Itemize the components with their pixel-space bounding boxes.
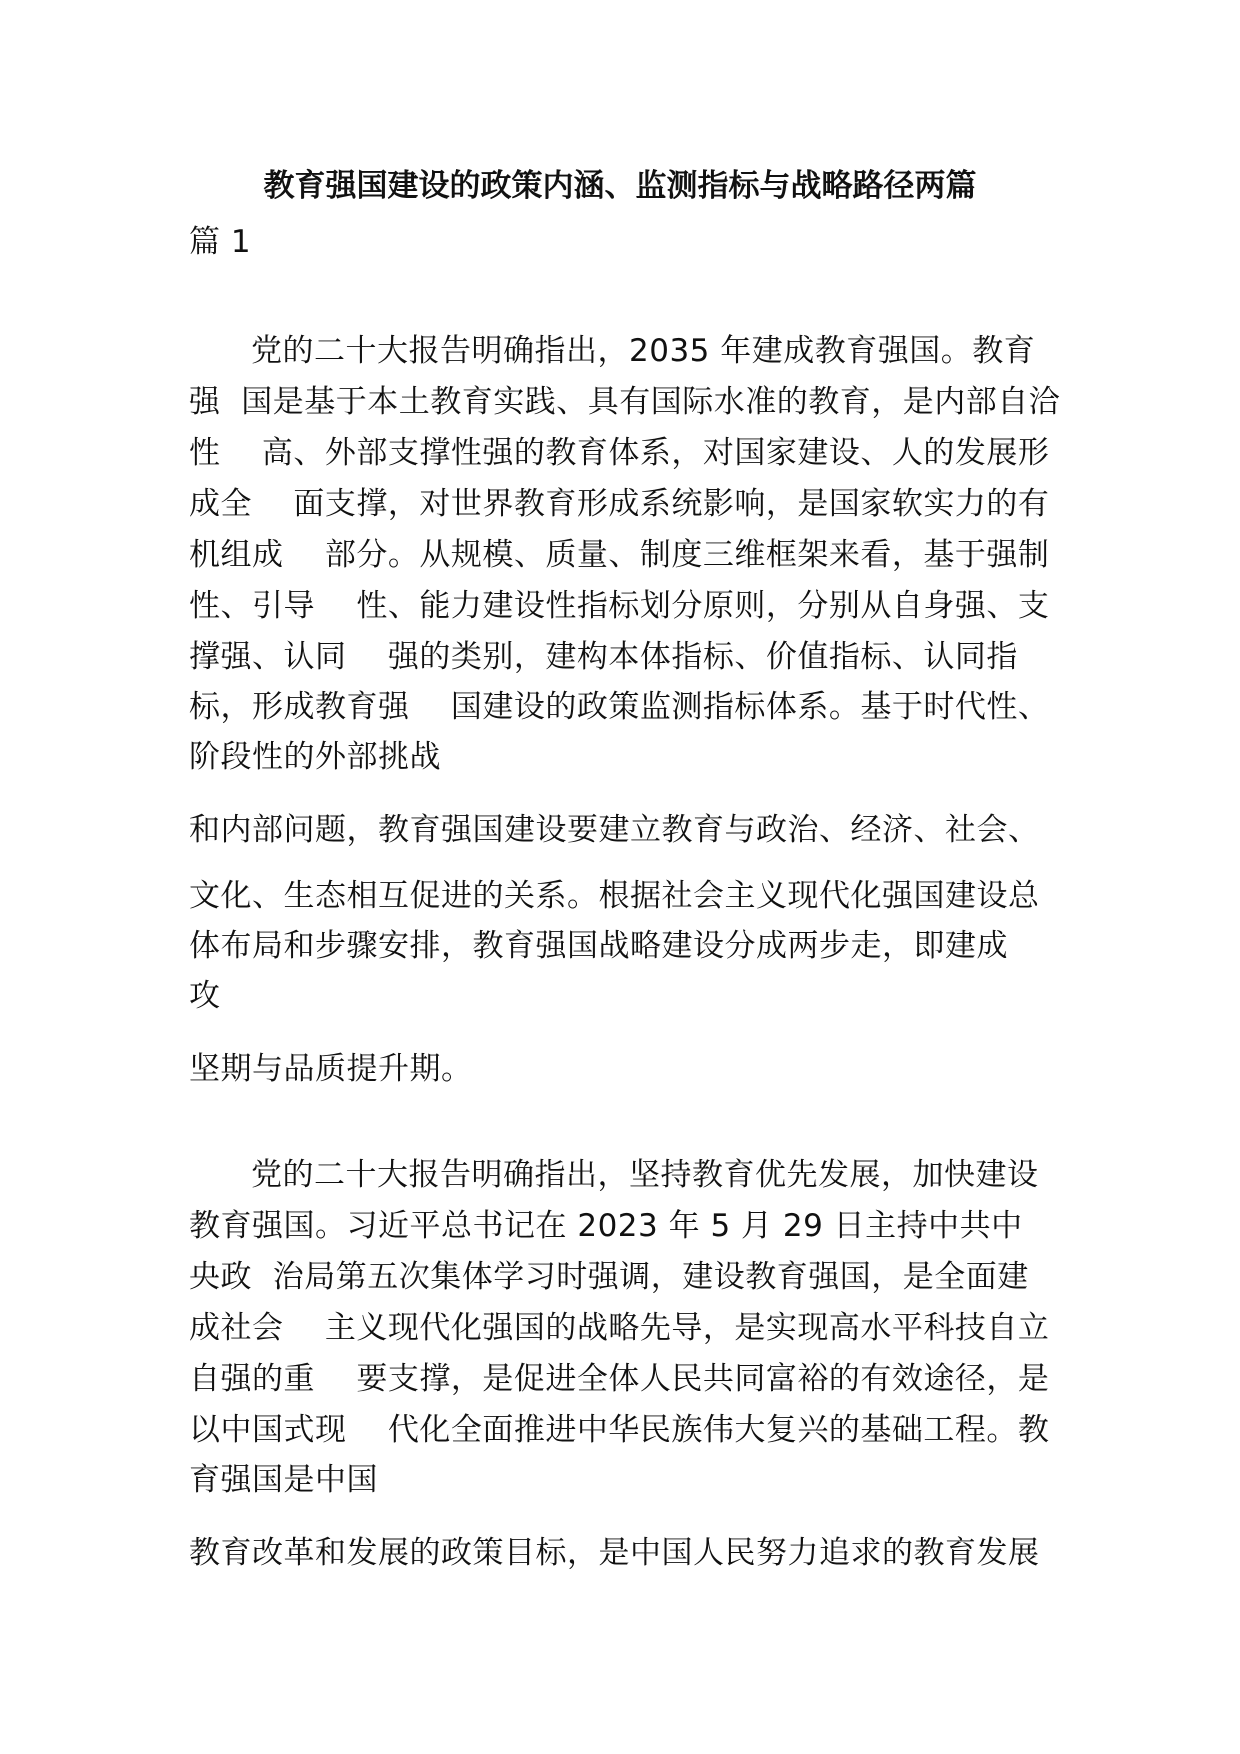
paragraph-line: 和内部问题，教育强国建设要建立教育与政治、经济、社会、 (189, 812, 1040, 848)
paragraph-line: 性、引导 性、能力建设性指标划分原则，分别从自身强、支 (189, 588, 1050, 624)
paragraph-line: 央政 治局第五次集体学习时强调，建设教育强国，是全面建 (189, 1259, 1029, 1295)
paragraph-line: 成社会 主义现代化强国的战略先导，是实现高水平科技自立 (189, 1310, 1050, 1346)
paragraph-line: 标，形成教育强 国建设的政策监测指标体系。基于时代性、 (189, 689, 1050, 725)
paragraph-line: 育强国是中国 (189, 1462, 378, 1498)
paragraph-line: 自强的重 要支撑，是促进全体人民共同富裕的有效途径，是 (189, 1361, 1050, 1397)
paragraph-line: 文化、生态相互促进的关系。根据社会主义现代化强国建设总 (189, 878, 1040, 914)
document-title: 教育强国建设的政策内涵、监测指标与战略路径两篇 (263, 168, 977, 204)
paragraph-line: 教育改革和发展的政策目标，是中国人民努力追求的教育发展 (189, 1535, 1040, 1571)
section-label: 篇 1 (189, 224, 252, 260)
paragraph-line: 体布局和步骤安排，教育强国战略建设分成两步走，即建成 (189, 928, 1008, 964)
paragraph-line: 攻 (189, 978, 221, 1014)
paragraph-line: 阶段性的外部挑战 (189, 739, 441, 775)
paragraph-line: 撑强、认同 强的类别，建构本体指标、价值指标、认同指 (189, 639, 1018, 675)
paragraph-line: 教育强国。习近平总书记在 2023 年 5 月 29 日主持中共中 (189, 1208, 1023, 1244)
paragraph-line: 党的二十大报告明确指出，坚持教育优先发展，加快建设 (251, 1157, 1039, 1193)
paragraph-line: 强 国是基于本土教育实践、具有国际水准的教育，是内部自洽 (189, 384, 1061, 420)
paragraph-line: 坚期与品质提升期。 (189, 1051, 473, 1087)
paragraph-line: 党的二十大报告明确指出，2035 年建成教育强国。教育 (251, 333, 1036, 369)
paragraph-line: 性 高、外部支撑性强的教育体系，对国家建设、人的发展形 (189, 435, 1050, 471)
paragraph-line: 以中国式现 代化全面推进中华民族伟大复兴的基础工程。教 (189, 1412, 1050, 1448)
paragraph-line: 成全 面支撑，对世界教育形成系统影响，是国家软实力的有 (189, 486, 1050, 522)
paragraph-line: 机组成 部分。从规模、质量、制度三维框架来看，基于强制 (189, 537, 1050, 573)
